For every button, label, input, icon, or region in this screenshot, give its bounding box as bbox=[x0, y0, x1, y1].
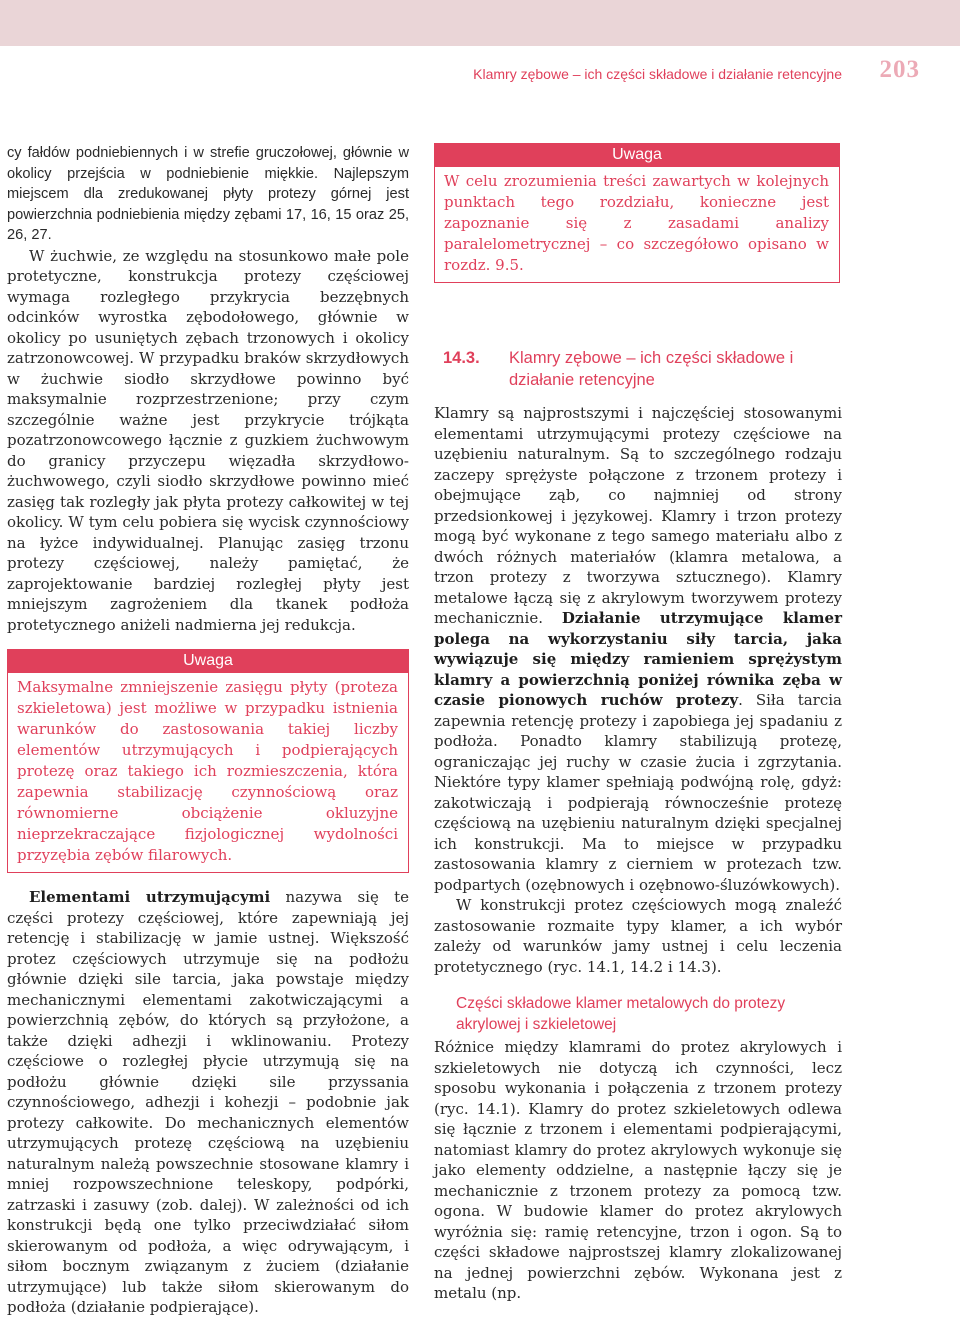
bold-term: Elementami utrzymującymi bbox=[29, 888, 271, 906]
note-title: Uwaga bbox=[8, 650, 408, 673]
paragraph-text: Klamry są najprostszymi i najczęściej stosowanymi elementami utrzymującymi protezy częściowe na uzębieniu naturalnym. Są to szczególnego rodzaju zaczepy sprężyste połączone z trzonem protezy i obejmujące ząb, co najmniej od strony przedsionkowej i językowej. Klamry i trzon protezy mogą być wykonane z tego samego materiału albo z dwóch różnych materiałów (klamra metalowa, a trzon protezy z tworzywa sztucznego). Klamry metalowe łączą się z akrylowym tworzywem protezy mechanicznie. bbox=[434, 404, 842, 627]
header-band bbox=[0, 0, 960, 46]
paragraph-clasp-parts: Różnice między klamrami do protez akrylowych i szkieletowych nie dotyczą ich czynności, lecz sposobu wykonania i połączenia z trzonem protezy (ryc. 14.1). Klamry do protez szkieletowych odlewa się łącznie z trzonem i elementami podpierającymi, natomiast klamry do protez akrylowych wykonuje się jako elementy oddzielne, a następnie łączy się je mechanicznie z trzonem protezy za pomocą tzw. ogona. W budowie klamer do protez akrylowych wyróżnia się: ramię retencyjne, trzon i ogon. Są to części składowe najprostszej klamry zlokalizowanej na jednej powierzchni zębów. Wykonana jest z metalu (np. bbox=[434, 1038, 842, 1302]
left-column bbox=[7, 143, 409, 1318]
paragraph-continuation: cy fałdów podniebiennych i w strefie gruczołowej, głównie w okolicy przejścia w podniebienie miękkie. Najlepszym miejscem dla zredukowanej płyty protezy górnej jest powierzchnia podniebienia między zębami 17, 16, 15 oraz 25, 26, 27. bbox=[7, 145, 409, 243]
note-text: W celu zrozumienia treści zawartych w kolejnych punktach tego rozdziału, konieczne jest zapoznanie się z zasadami analizy paralelometrycznej – co szczegółowo opisano w rozdz. 9.5. bbox=[444, 172, 829, 274]
subheading: Części składowe klamer metalowych do protezy akrylowej i szkieletowej bbox=[456, 995, 786, 1033]
note-box-left bbox=[7, 649, 409, 873]
note-box-right bbox=[434, 143, 840, 283]
section-title: Klamry zębowe – ich części składowe i działanie retencyjne bbox=[509, 349, 794, 389]
note-title: Uwaga bbox=[435, 144, 839, 167]
right-column bbox=[434, 143, 842, 1304]
paragraph-retention-elements bbox=[7, 887, 409, 1318]
section-number: 14.3. bbox=[443, 349, 480, 367]
paragraph-mandible: W żuchwie, ze względu na stosunkowo małe pole protetyczne, konstrukcja protezy częściowej wymaga rozległego przykrycia bezzębnych odcinków wyrostka zębodołowego, głównie w okolicy po usuniętych zębach trzonowych i okolicy zatrzonowcowej. W przypadku braków skrzydłowych w żuchwie siodło skrzydłowe powinno być maksymalnie rozprzestrzenione; przy czym szczególnie ważne jest przykrycie trójkąta pozatrzonowcowego łącznie z guzkiem żuchwowym do granicy przyczepu więzadła skrzydłowo-żuchwowego, czyli siodło skrzydłowe powinno mieć zasięg tak rozległy jak płyta protezy całkowitej w tej okolicy. W tym celu pobiera się wycisk czynnościowy na łyżce indywidualnej. Planując zasięg trzonu protezy częściowej, należy pamiętać, że zaprojektowanie bardziej rozległej płyty jest mniejszym zagrożeniem dla tkanek podłoża protetycznego aniżeli nadmierna jej redukcja. bbox=[7, 246, 409, 634]
paragraph-text: . Siła tarcia zapewnia retencję protezy i zapobiega jej spadaniu z podłoża. Ponadto klamry stabilizują protezę, ograniczając jej ruchy w czasie żucia i zgrzytania. Niektóre typy klamer spełniają podwójną rolę, gdyż: zakotwiczają i podpierają równocześnie protezę częściową na uzębieniu naturalnym dzięki specjalnej ich konstrukcji. Ma to miejsce w przypadku zastosowania klamry z cierniem w protezach tzw. podpartych (ozębnowych i ozębnowo-śluzówkowych). bbox=[434, 691, 842, 894]
bold-statement: Działanie utrzymujące klamer polega na wykorzystaniu siły tarcia, jaka wywiązuje się między ramieniem sprężystym klamry a powierzchnią poniżej równika zęba w czasie pionowych ruchów protezy bbox=[434, 609, 842, 709]
page-number: 203 bbox=[879, 56, 920, 83]
paragraph-clasps-intro bbox=[434, 403, 842, 895]
paragraph-text: nazywa się te części protezy częściowej, które zapewniają jej retencję i stabilizację w jamie ustnej. Większość protez częściowych utrzymuje się na podłożu głównie dzięki sile tarcia, jaka powstaje między mechanicznymi elementami zakotwiczającymi a powierzchnią zębów, do których są przyłożone, a także dzięki adhezji i wklinowaniu. Protezy częściowe o rozległej płycie utrzymują się na podłożu głównie dzięki sile przyssania czynnościowego, adhezji i kohezji – podobnie jak protezy całkowite. Do mechanicznych elementów utrzymujących protezę częściową na uzębieniu naturalnym należą powszechnie stosowane klamry i mniej rozpowszechnione teleskopy, podpórki, zatrzaski i zasuwy (zob. dalej). W zależności od ich konstrukcji będą one tylko przeciwdziałać siłom skierowanym od podłoża, a więc odrywającym, i siłom bocznym związanym z żuciem (działanie utrzymujące) lub także siłom skierowanym do podłoża (działanie podpierające). bbox=[7, 888, 410, 1316]
paragraph-clasp-types: W konstrukcji protez częściowych mogą znaleźć zastosowanie rozmaite typy klamer, a ich wybór zależy od warunków jamy ustnej i celu leczenia protetycznego (ryc. 14.1, 14.2 i 14.3). bbox=[434, 896, 842, 976]
section-heading bbox=[434, 347, 842, 391]
note-text: Maksymalne zmniejszenie zasięgu płyty (proteza szkieletowa) jest możliwe w przypadku istnienia warunków do zastosowania takiej liczby elementów utrzymujących i podpierających protezę oraz takiego ich rozmieszczenia, która zapewnia stabilizację czynnościową oraz równomierne obciążenie okluzyjne nieprzekraczające fizjologicznej wydolności przyzębia zębów filarowych. bbox=[17, 678, 398, 864]
running-head: Klamry zębowe – ich części składowe i działanie retencyjne bbox=[473, 66, 842, 82]
